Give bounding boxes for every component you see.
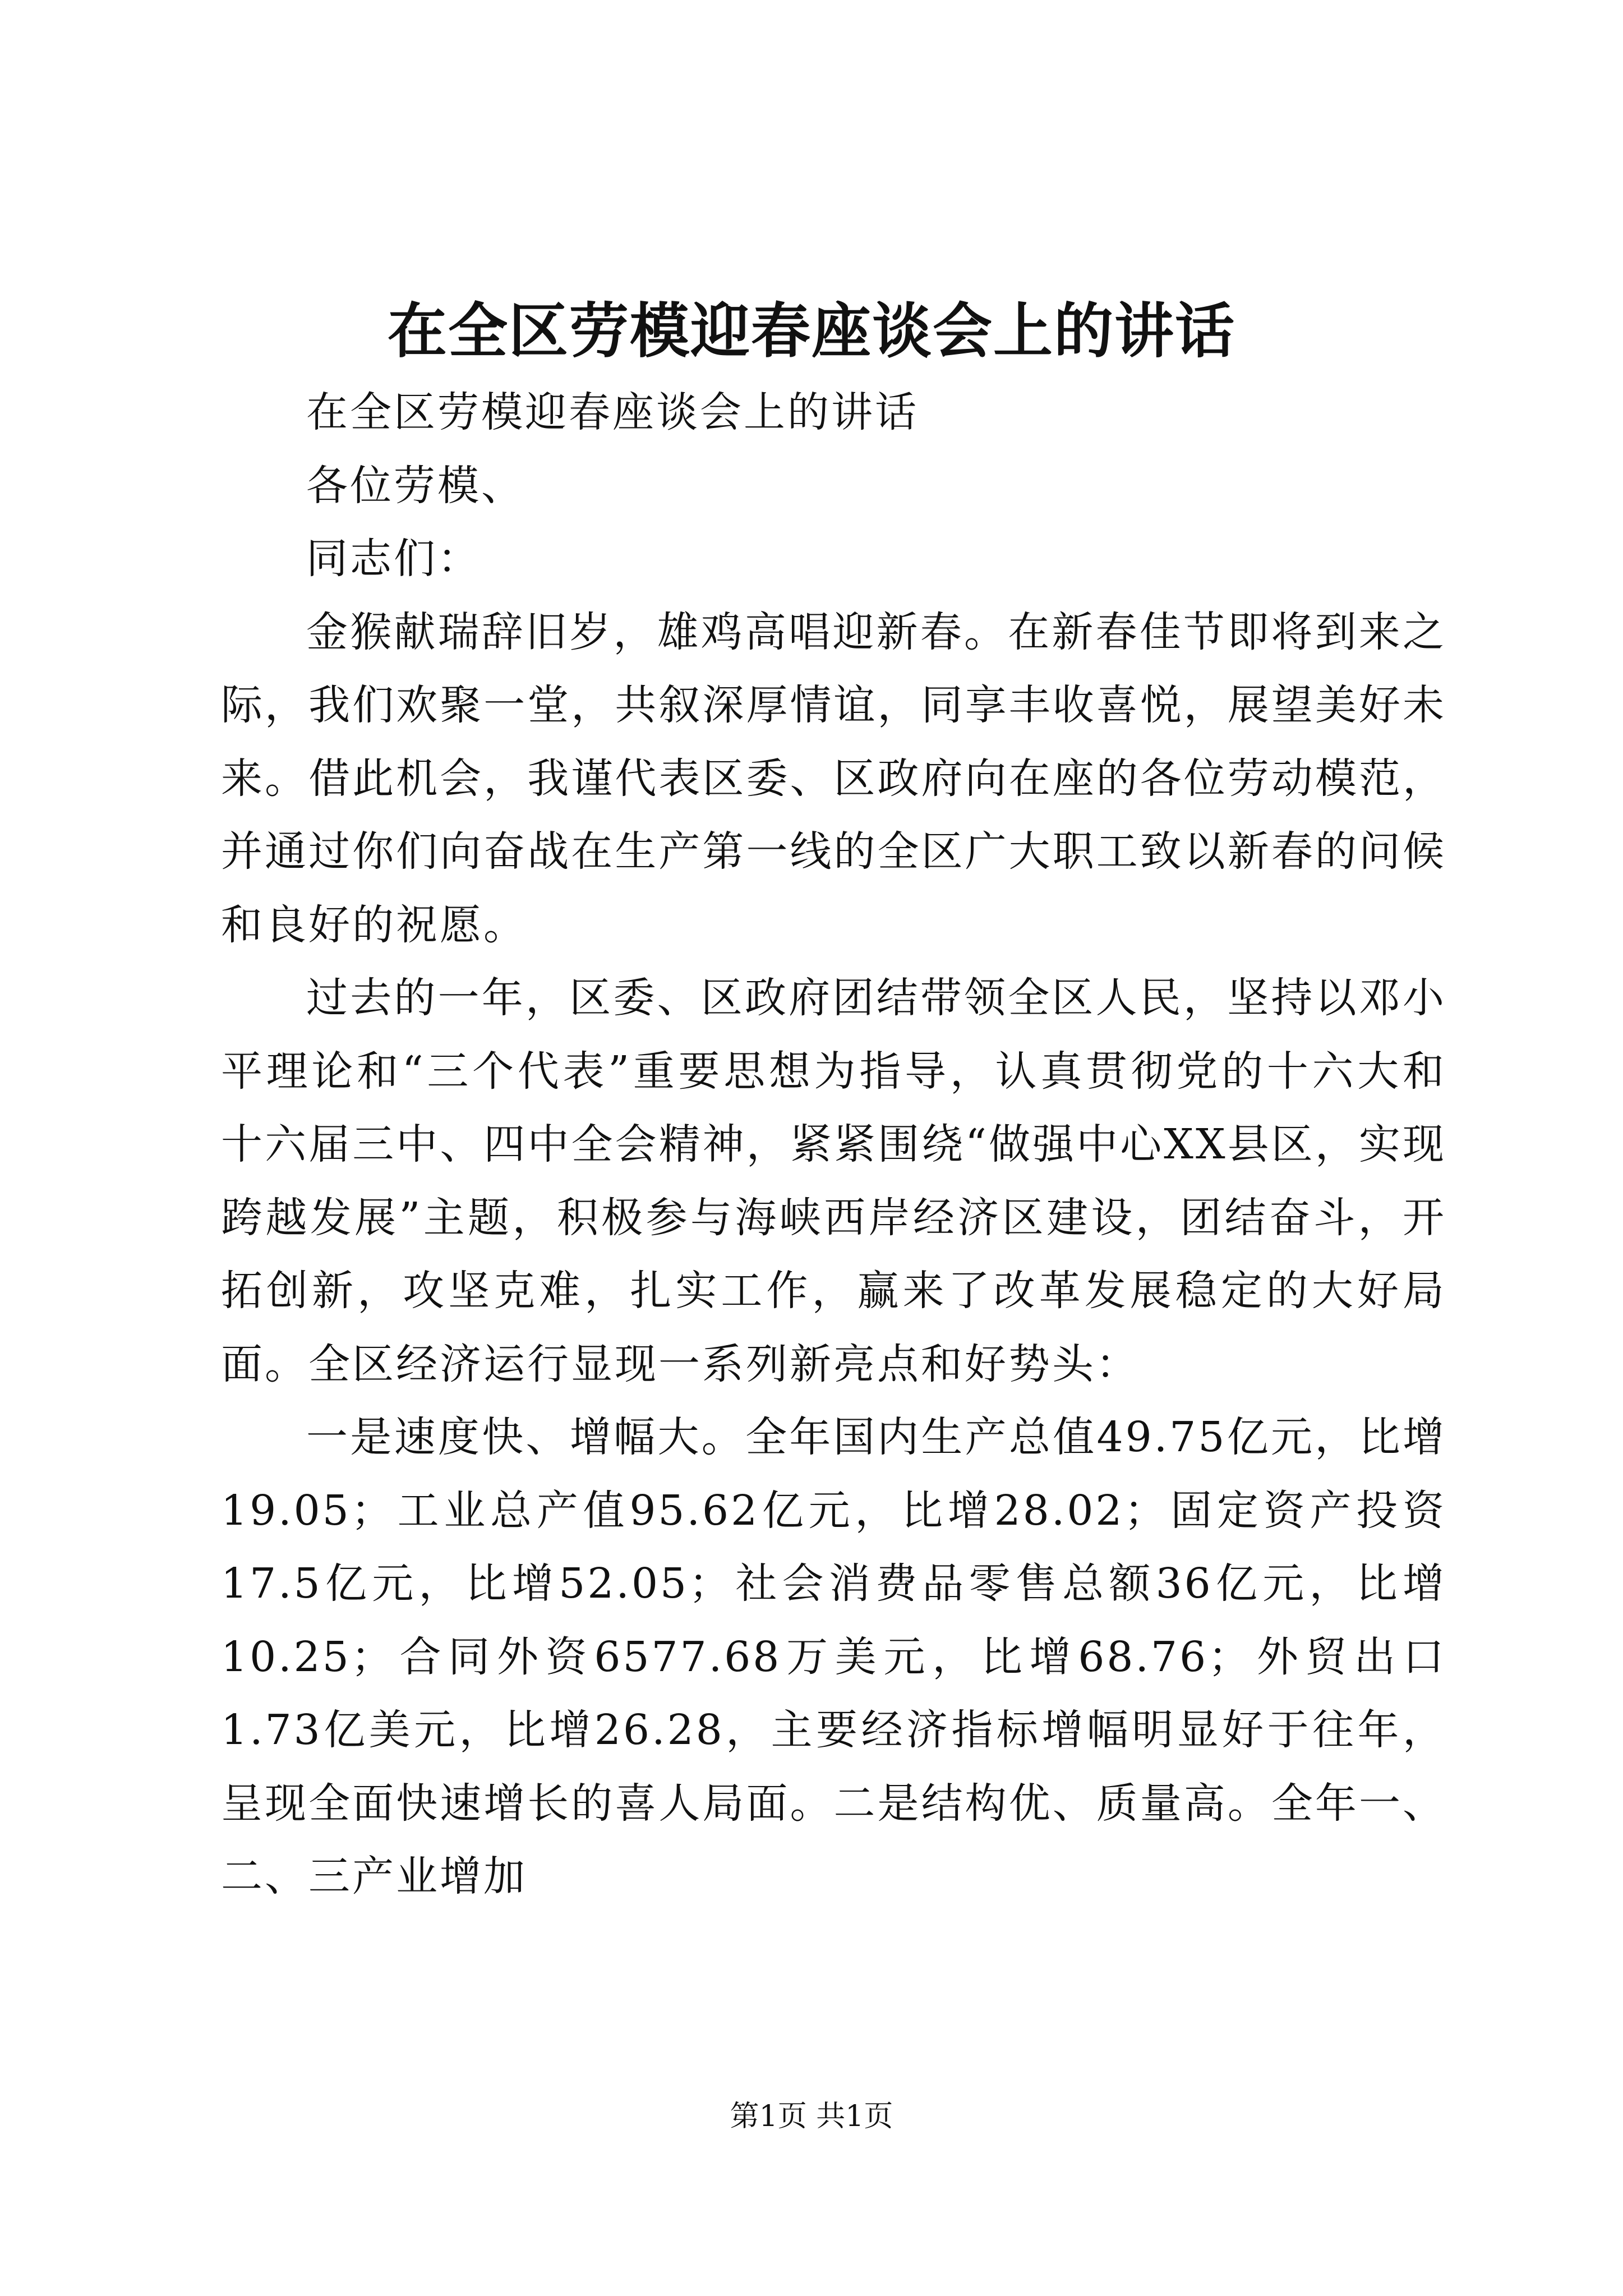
- paragraph-salutation-2: 同志们：: [306, 535, 481, 583]
- paragraph-review: 过去的一年，区委、区政府团结带领全区人民，坚持以邓小平理论和“三个代表”重要思想为指导，认真贯彻党的十六大和十六届三中、四中全会精神，紧紧围绕“做强中心XX县区，实现跨越发展”主题，积极参与海峡西岸经济区建设，团结奋斗，开拓创新，攻坚克难，扎实工作，赢来了改革发展稳定的大好局面。全区经济运行显现一系列新亮点和好势头：: [221, 974, 1446, 1388]
- paragraph-greeting: 金猴献瑞辞旧岁，雄鸡高唱迎新春。在新春佳节即将到来之际，我们欢聚一堂，共叙深厚情谊，同享丰收喜悦，展望美好未来。借此机会，我谨代表区委、区政府向在座的各位劳动模范，并通过你们向奋战在生产第一线的全区广大职工致以新春的问候和良好的祝愿。: [221, 608, 1446, 949]
- document-body: [221, 376, 1446, 1913]
- page-footer: 第1页 共1页: [730, 2100, 893, 2133]
- paragraph-salutation-1: 各位劳模、: [306, 461, 525, 510]
- paragraph-subtitle: 在全区劳模迎春座谈会上的讲话: [306, 388, 919, 436]
- document-title: 在全区劳模迎春座谈会上的讲话: [388, 296, 1235, 366]
- paragraph-economy: 一是速度快、增幅大。全年国内生产总值49.75亿元，比增19.05；工业总产值95.62亿元，比增28.02；固定资产投资17.5亿元，比增52.05；社会消费品零售总额36亿元，比增10.25；合同外资6577.68万美元，比增68.76；外贸出口1.73亿美元，比增26.28，主要经济指标增幅明显好于往年，呈现全面快速增长的喜人局面。二是结构优、质量高。全年一、二、三产业增加: [221, 1413, 1446, 1901]
